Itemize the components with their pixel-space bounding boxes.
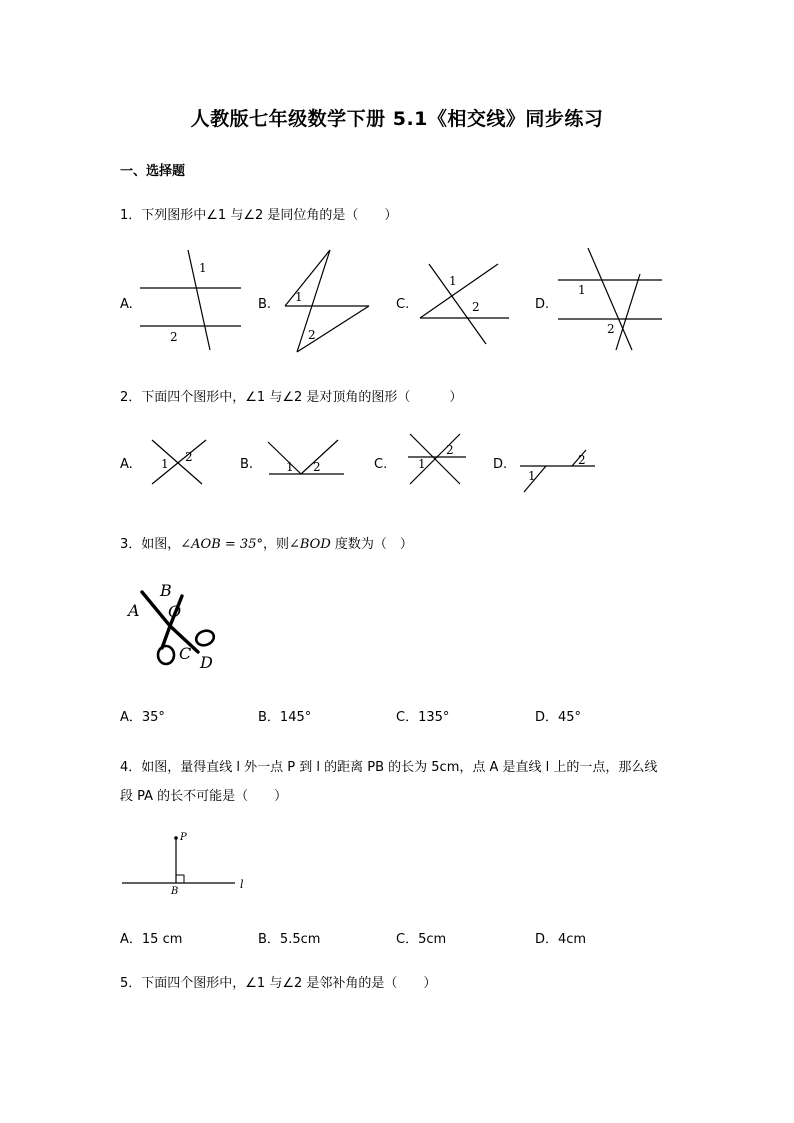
q2a-angle-2-label: 2 (185, 450, 193, 464)
question-4-stem-line1: 4．如图，量得直线 l 外一点 P 到 l 的距离 PB 的长为 5cm，点 A 是直线 l 上的一点，那么线 (120, 760, 658, 775)
q1-figure-c (414, 258, 514, 350)
q1-option-c-label[interactable]: C. (396, 297, 410, 312)
page-title: 人教版七年级数学下册 5.1《相交线》同步练习 (190, 108, 604, 130)
q2-option-d-label[interactable]: D. (493, 457, 508, 472)
q2-figure-c (404, 430, 468, 490)
q1a-angle-1-label: 1 (199, 261, 207, 275)
q4-label-l: l (240, 878, 244, 891)
q2-figure-a (148, 436, 210, 490)
q3-option-c[interactable]: C．135° (396, 710, 450, 725)
q1b-angle-1-label: 1 (295, 290, 303, 304)
q4-option-b[interactable]: B．5.5cm (258, 932, 321, 947)
q3-option-d[interactable]: D．45° (535, 710, 582, 725)
q4-option-a[interactable]: A．15 cm (120, 932, 183, 947)
q3-given-angle: ∠AOB = 35° (180, 537, 263, 552)
q1d-angle-1-label: 1 (578, 283, 586, 297)
q3-scissors-figure (122, 578, 226, 676)
question-1-stem: 1．下列图形中∠1 与∠2 是同位角的是（ ） (120, 208, 398, 223)
question-2-stem: 2．下面四个图形中，∠1 与∠2 是对顶角的图形（ ） (120, 390, 463, 405)
q1c-angle-2-label: 2 (472, 300, 480, 314)
q3-middle: ，则 (262, 537, 289, 552)
q1-option-d-label[interactable]: D. (535, 297, 550, 312)
q2-option-a-label[interactable]: A. (120, 457, 133, 472)
q3-label-o: O (168, 602, 182, 621)
q2d-angle-1-label: 1 (528, 469, 536, 483)
q3-option-b[interactable]: B．145° (258, 710, 312, 725)
q3-target-angle: ∠BOD (289, 537, 331, 552)
section-heading: 一、选择题 (120, 164, 186, 179)
q1-figure-d (554, 246, 666, 356)
q3-option-a[interactable]: A．35° (120, 710, 165, 725)
q1d-angle-2-label: 2 (607, 322, 615, 336)
q1-option-a-label[interactable]: A. (120, 297, 133, 312)
q3-label-b: B (160, 581, 172, 600)
q2b-angle-2-label: 2 (313, 460, 321, 474)
q2a-angle-1-label: 1 (161, 457, 169, 471)
q4-perpendicular-figure (118, 826, 254, 896)
q2-option-b-label[interactable]: B. (240, 457, 254, 472)
question-5-stem: 5．下面四个图形中，∠1 与∠2 是邻补角的是（ ） (120, 976, 437, 991)
q2d-angle-2-label: 2 (578, 453, 586, 467)
question-4-stem-line2: 段 PA 的长不可能是（ ） (120, 789, 288, 804)
q3-label-a: A (128, 601, 140, 620)
q1-figure-b (275, 248, 375, 358)
q3-label-c: C (179, 644, 192, 663)
q3-prefix: 3．如图， (120, 537, 181, 552)
q4-label-p: P (180, 832, 187, 843)
q1c-angle-1-label: 1 (449, 274, 457, 288)
q3-suffix: 度数为（ ） (330, 537, 413, 552)
q1-option-b-label[interactable]: B. (258, 297, 272, 312)
q3-label-d: D (200, 653, 213, 672)
q2-option-c-label[interactable]: C. (374, 457, 388, 472)
q2c-angle-2-label: 2 (446, 443, 454, 457)
q4-label-b: B (171, 886, 179, 896)
q2-figure-b (262, 436, 348, 482)
q2c-angle-1-label: 1 (418, 457, 426, 471)
q1a-angle-2-label: 2 (170, 330, 178, 344)
q1-figure-a (138, 248, 248, 358)
q4-option-c[interactable]: C．5cm (396, 932, 447, 947)
q4-option-d[interactable]: D．4cm (535, 932, 587, 947)
q2b-angle-1-label: 1 (286, 460, 294, 474)
q1b-angle-2-label: 2 (308, 328, 316, 342)
q2-figure-d (516, 442, 600, 494)
question-3-stem (120, 533, 413, 552)
